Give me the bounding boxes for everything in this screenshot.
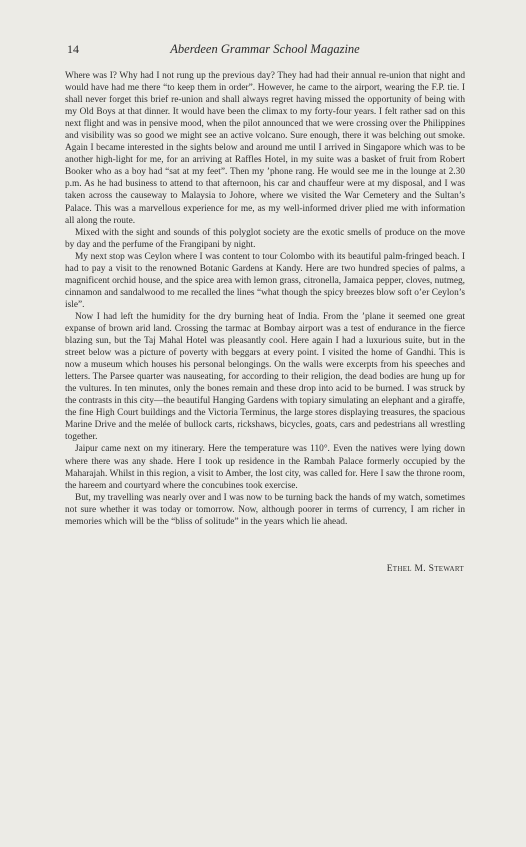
paragraph: My next stop was Ceylon where I was content to tour Colombo with its beautiful palm-fringed beach. I had to pay a visit to the renowned Botanic Gardens at Kandy. Here are two hundred species of palms, a magnificent orchid house, and the spice area with lemon grass, citronella, Jamaica pepper, cloves, nutmeg, cinnamon and sandalwood to me recalled the lines “what though the spicy breezes blow soft o’er Ceylon’s isle”.	[65, 251, 465, 310]
paragraph: But, my travelling was nearly over and I was now to be turning back the hands of my watch, sometimes not sure whether it was today or tomorrow. Now, although poorer in terms of currency, I am richer in memories which will be the “bliss of solitude” in the years which lie ahead.	[65, 492, 465, 527]
author-signature: Ethel M. Stewart	[386, 564, 464, 574]
paragraph: Mixed with the sight and sounds of this polyglot society are the exotic smells of produce on the move by day and the perfume of the Frangipani by night.	[65, 227, 465, 250]
paragraph: Now I had left the humidity for the dry burning heat of India. From the ’plane it seemed one great expanse of brown arid land. Crossing the tarmac at Bombay airport was a test of endurance in the fierce blazing sun, but the Taj Mahal Hotel was pleasantly cool. Here again I had a luxurious suite, but in the street below was a picture of poverty with beggars at every point. I visited the home of Gandhi. This is now a museum which houses his personal belongings. On the walls were excerpts from his speeches and letters. The Parsee quarter was nauseating, for according to their religion, the dead bodies are hung up for the vultures. In ten minutes, only the bones remain and these drop into acid to be burned. I was struck by the contrasts in this city—the beautiful Hanging Gardens with topiary simulating an elephant and a giraffe, the fine High Court buildings and the Victoria Terminus, the large stores displaying treasures, the spacious Marine Drive and the melée of bullock carts, rickshaws, bicycles, goats, cars and pedestrians all wrestling together.	[65, 311, 465, 443]
page-number: 14	[67, 42, 79, 56]
page-header	[67, 42, 463, 58]
paragraph: Where was I? Why had I not rung up the previous day? They had had their annual re-union that night and would have had me there “to keep them in order”. However, he came to the airport, wearing the F.P. tie. I shall never forget this brief re-union and shall always regret having missed the opportunity of being with my Old Boys at that dinner. It would have been the climax to my forty-four years. I felt rather sad on this next flight and was in pensive mood, when the pilot announced that we were crossing over the Philippines and visibility was so good we might see an active volcano. Sure enough, there it was belching out smoke. Again I became interested in the sights below and around me until I arrived in Singapore which was to be another high-light for me, for an arriving at Raffles Hotel, in my suite was a basket of fruit from Robert Booker who as a boy had “sat at my feet”. Then my ’phone rang. He would see me in the lounge at 2.30 p.m. As he had business to attend to that afternoon, his car and chauffeur were at my disposal, and I was taken across the causeway to Malaysia to Johore, where we visited the War Cemetery and the Sultan’s Palace. This was a marvellous experience for me, as my well-informed driver plied me with information all along the route.	[65, 71, 465, 226]
paragraph: Jaipur came next on my itinerary. Here the temperature was 110°. Even the natives were lying down where there was any shade. Here I took up residence in the Rambah Palace formerly occupied by the Maharajah. Whilst in this region, a visit to Amber, the lost city, was called for. Here I saw the throne room, the hareem and courtyard where the concubines took exercise.	[65, 444, 465, 491]
article-body	[65, 70, 465, 528]
running-title: Aberdeen Grammar School Magazine	[170, 42, 360, 56]
